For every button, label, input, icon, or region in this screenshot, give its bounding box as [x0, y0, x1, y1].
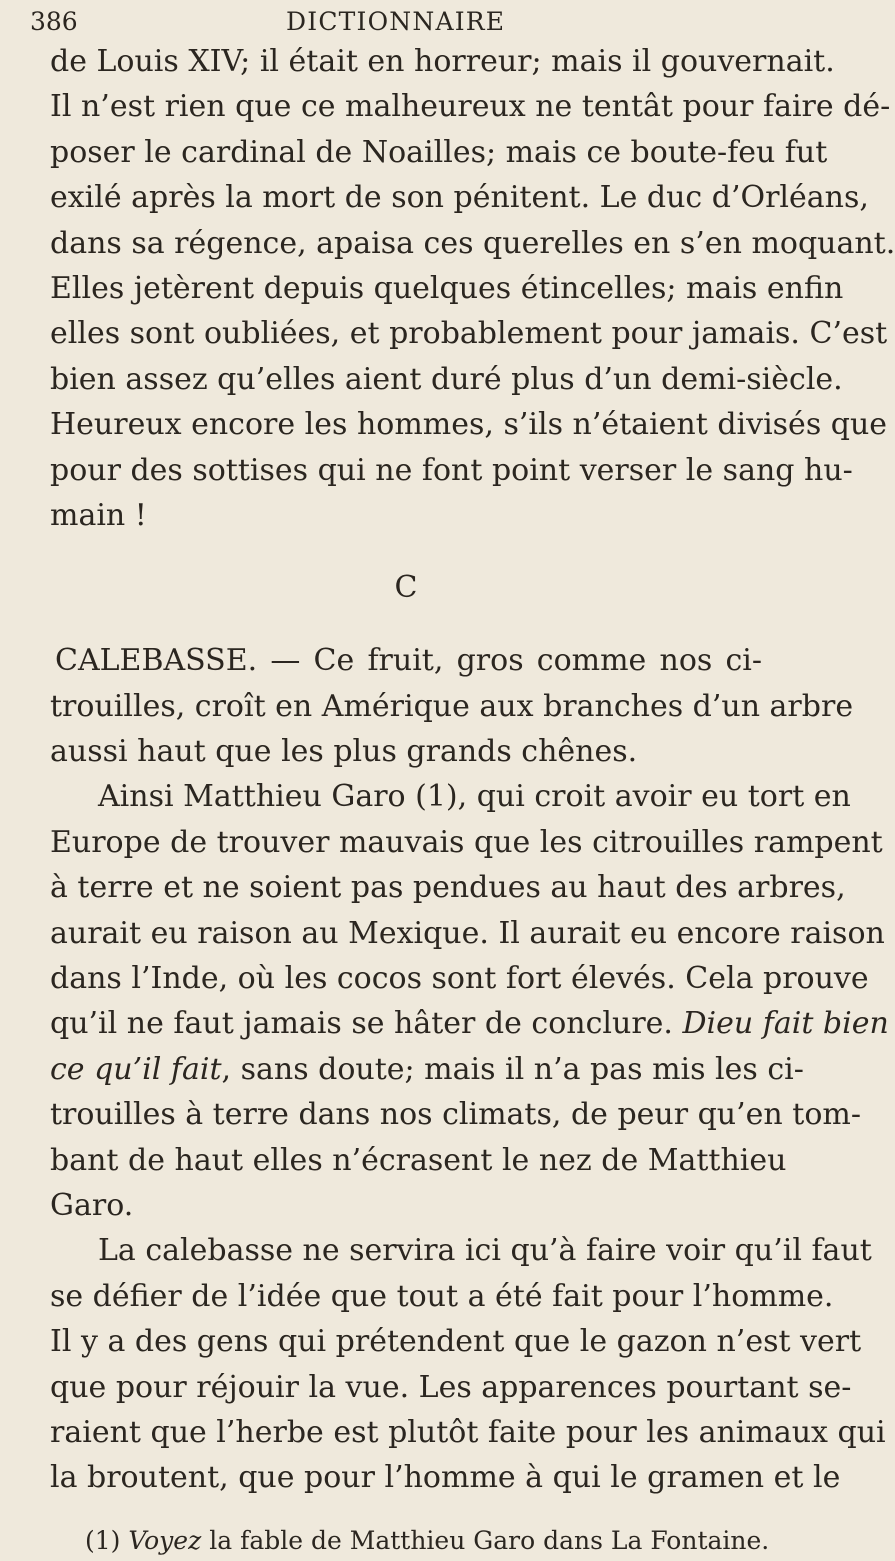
entry-calebasse [50, 638, 889, 1500]
text-line: main ! [50, 497, 147, 533]
text-line: Ainsi Matthieu Garo (1), qui croit avoir eu tort en [98, 779, 851, 815]
italic-quote: Dieu fait bien [682, 1006, 889, 1042]
footnote-text: la fable de Matthieu Garo dans La Fontaine. [201, 1525, 770, 1555]
text-line [50, 1047, 804, 1092]
text-run: , sans doute; mais il n’a pas mis les ci- [221, 1051, 804, 1087]
entry-paragraph-3 [50, 1228, 886, 1500]
text-line: Garo. [50, 1187, 134, 1223]
text-line: dans l’Inde, où les cocos sont fort élevés. Cela prouve [50, 961, 869, 997]
text-line: aussi haut que les plus grands chênes. [50, 734, 638, 770]
page-header [30, 2, 770, 42]
text-line: Il y a des gens qui prétendent que le gazon n’est vert [50, 1324, 862, 1360]
text-line: poser le cardinal de Noailles; mais ce boute-feu fut [50, 134, 828, 170]
paragraph-1 [50, 39, 895, 538]
text-line: à terre et ne soient pas pendues au haut des arbres, [50, 870, 846, 906]
text-line: de Louis XIV; il était en horreur; mais il gouvernait. [50, 44, 835, 79]
text-line: bant de haut elles n’écrasent le nez de Matthieu [50, 1142, 787, 1178]
entry-paragraph-2 [50, 774, 889, 1228]
footnote-italic: Voyez [128, 1525, 202, 1555]
entry-paragraph-1 [50, 638, 854, 774]
italic-quote: ce qu’il fait [50, 1051, 222, 1087]
text-line: elles sont oubliées, et probablement pour jamais. C’est [50, 316, 888, 352]
text-line: raient que l’herbe est plutôt faite pour les animaux qui [50, 1414, 886, 1450]
text-line: pour des sottises qui ne font point verser le sang hu- [50, 452, 853, 488]
running-head: DICTIONNAIRE [286, 7, 506, 36]
text-line: exilé après la mort de son pénitent. Le duc d’Orléans, [50, 180, 869, 216]
text-line: trouilles, croît en Amérique aux branches d’un arbre [50, 688, 854, 724]
text-line: Il n’est rien que ce malheureux ne tentât pour faire dé- [50, 89, 891, 125]
text-line [50, 1001, 889, 1046]
text-line: Elles jetèrent depuis quelques étincelles; mais enfin [50, 270, 844, 306]
text-line: se défier de l’idée que tout a été fait pour l’homme. [50, 1278, 834, 1314]
text-line: trouilles à terre dans nos climats, de peur qu’en tom- [50, 1097, 861, 1133]
text-run: qu’il ne faut jamais se hâter de conclure. [50, 1006, 683, 1042]
section-letter: C [394, 570, 418, 606]
text-line: Heureux encore les hommes, s’ils n’étaient divisés que [50, 407, 888, 443]
text-line: Europe de trouver mauvais que les citrouilles rampent [50, 824, 883, 860]
text-line: bien assez qu’elles aient duré plus d’un demi-siècle. [50, 361, 843, 397]
text-line: dans sa régence, apaisa ces querelles en s’en moquant. [50, 225, 895, 261]
footnote-marker: (1) [85, 1525, 121, 1555]
spacer [50, 1501, 762, 1521]
entry-headword-line: CALEBASSE. — Ce fruit, gros comme nos ci- [55, 643, 762, 679]
text-line: que pour réjouir la vue. Les apparences pourtant se- [50, 1369, 852, 1405]
text-line: La calebasse ne servira ici qu’à faire voir qu’il faut [98, 1233, 872, 1269]
body-text [50, 39, 895, 1561]
page-number: 386 [30, 7, 78, 36]
text-line: la broutent, que pour l’homme à qui le gramen et le [50, 1460, 841, 1496]
footnote [50, 1521, 770, 1561]
text-line: aurait eu raison au Mexique. Il aurait eu encore raison [50, 915, 885, 951]
